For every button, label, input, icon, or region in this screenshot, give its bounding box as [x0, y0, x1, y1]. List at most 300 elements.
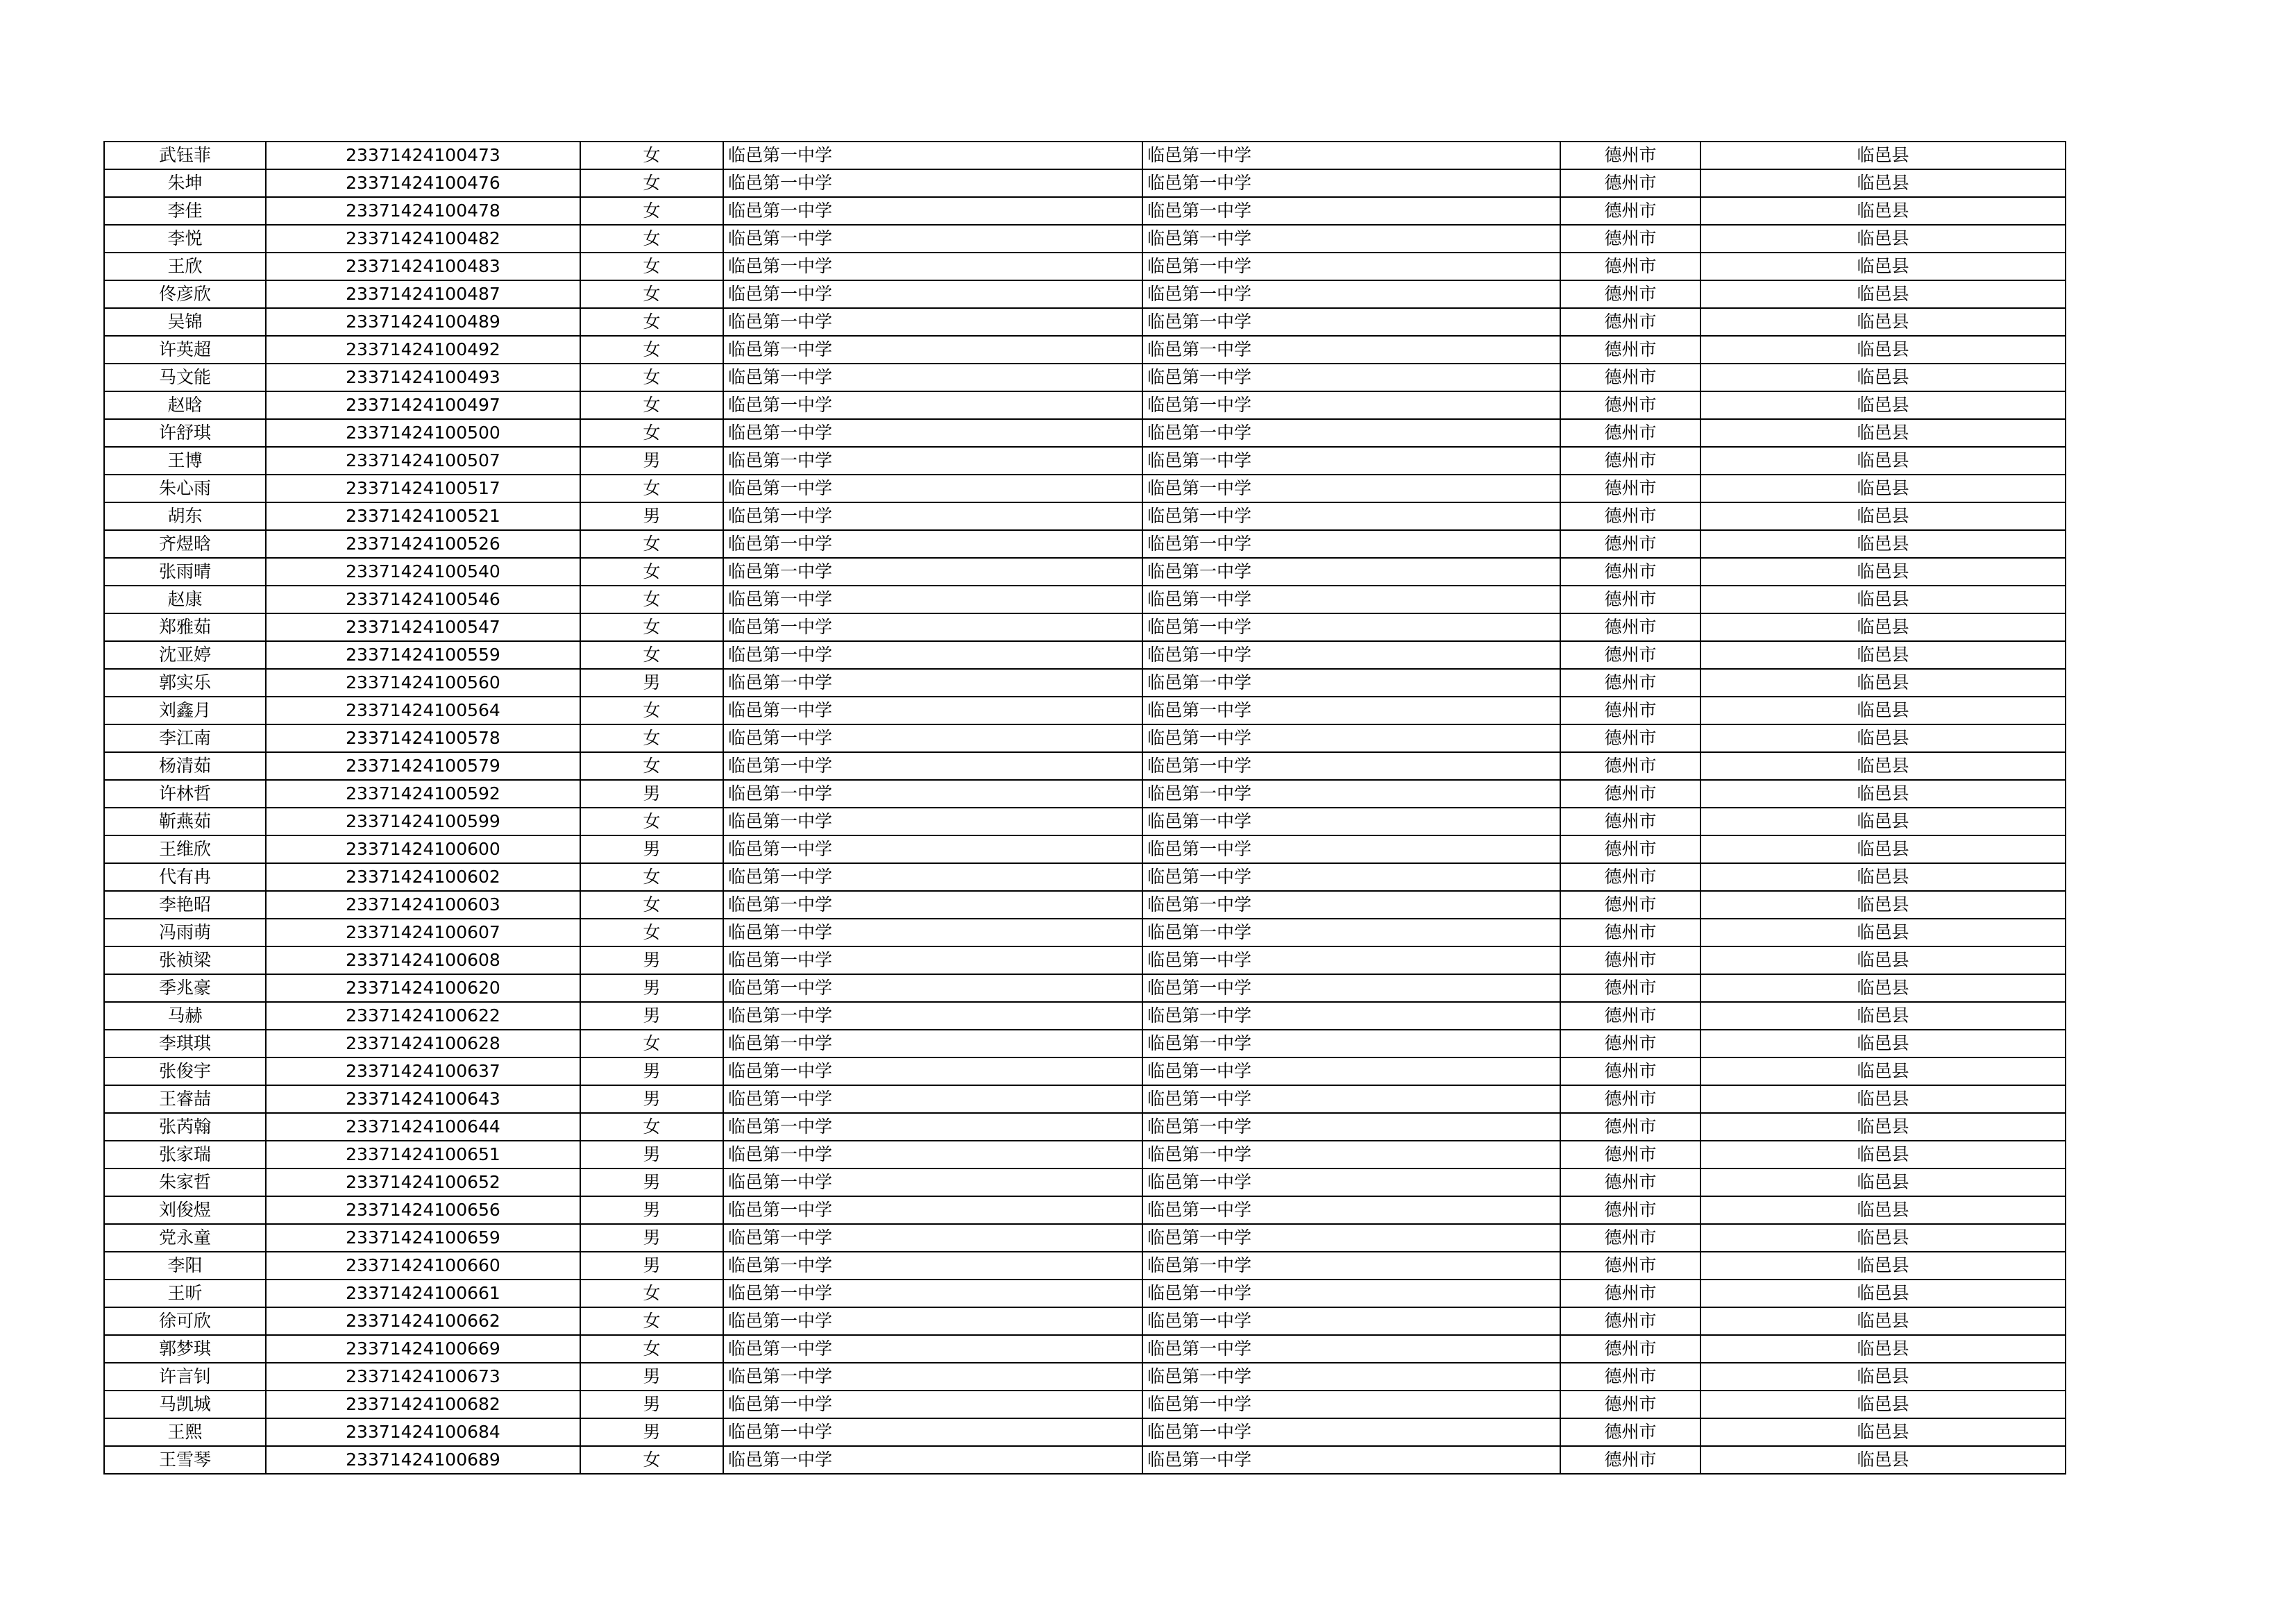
cell-county: 临邑县	[1700, 364, 2066, 391]
cell-city: 德州市	[1560, 1169, 1700, 1196]
cell-county: 临邑县	[1700, 1141, 2066, 1169]
cell-school: 临邑第一中学	[723, 946, 1142, 974]
cell-name: 王睿喆	[104, 1085, 266, 1113]
cell-city: 德州市	[1560, 1224, 1700, 1252]
cell-exam-id: 23371424100661	[266, 1280, 580, 1307]
cell-gender: 女	[580, 891, 723, 919]
cell-exam-id: 23371424100521	[266, 502, 580, 530]
table-row	[104, 502, 2066, 530]
cell-city: 德州市	[1560, 530, 1700, 558]
cell-gender: 女	[580, 253, 723, 280]
table-row	[104, 1307, 2066, 1335]
cell-school-graduated: 临邑第一中学	[1142, 391, 1560, 419]
cell-city: 德州市	[1560, 1113, 1700, 1141]
cell-name: 郭梦琪	[104, 1335, 266, 1363]
cell-school: 临邑第一中学	[723, 253, 1142, 280]
table-row	[104, 1169, 2066, 1196]
cell-exam-id: 23371424100659	[266, 1224, 580, 1252]
cell-name: 赵晗	[104, 391, 266, 419]
cell-name: 李阳	[104, 1252, 266, 1280]
cell-school: 临邑第一中学	[723, 1363, 1142, 1391]
table-row	[104, 419, 2066, 447]
cell-gender: 女	[580, 558, 723, 586]
cell-county: 临邑县	[1700, 530, 2066, 558]
table-body	[104, 142, 2066, 1474]
cell-city: 德州市	[1560, 1141, 1700, 1169]
cell-name: 王欣	[104, 253, 266, 280]
cell-school-graduated: 临邑第一中学	[1142, 1169, 1560, 1196]
cell-county: 临邑县	[1700, 1446, 2066, 1474]
cell-exam-id: 23371424100651	[266, 1141, 580, 1169]
cell-county: 临邑县	[1700, 308, 2066, 336]
cell-city: 德州市	[1560, 225, 1700, 253]
cell-city: 德州市	[1560, 974, 1700, 1002]
cell-name: 王雪琴	[104, 1446, 266, 1474]
cell-name: 季兆豪	[104, 974, 266, 1002]
cell-city: 德州市	[1560, 1335, 1700, 1363]
cell-city: 德州市	[1560, 1085, 1700, 1113]
cell-school-graduated: 临邑第一中学	[1142, 891, 1560, 919]
cell-county: 临邑县	[1700, 253, 2066, 280]
cell-gender: 女	[580, 391, 723, 419]
cell-city: 德州市	[1560, 1280, 1700, 1307]
cell-city: 德州市	[1560, 197, 1700, 225]
cell-school: 临邑第一中学	[723, 308, 1142, 336]
cell-city: 德州市	[1560, 1391, 1700, 1418]
cell-city: 德州市	[1560, 1002, 1700, 1030]
cell-gender: 男	[580, 974, 723, 1002]
student-roster-table	[103, 141, 2066, 1475]
cell-gender: 女	[580, 863, 723, 891]
cell-school: 临邑第一中学	[723, 169, 1142, 197]
cell-school-graduated: 临邑第一中学	[1142, 1113, 1560, 1141]
cell-school: 临邑第一中学	[723, 1169, 1142, 1196]
cell-exam-id: 23371424100483	[266, 253, 580, 280]
cell-gender: 男	[580, 835, 723, 863]
cell-name: 刘鑫月	[104, 697, 266, 724]
cell-school: 临邑第一中学	[723, 364, 1142, 391]
cell-gender: 男	[580, 1196, 723, 1224]
cell-city: 德州市	[1560, 169, 1700, 197]
cell-county: 临邑县	[1700, 502, 2066, 530]
cell-school: 临邑第一中学	[723, 1224, 1142, 1252]
cell-city: 德州市	[1560, 308, 1700, 336]
cell-exam-id: 23371424100656	[266, 1196, 580, 1224]
cell-name: 张俊宇	[104, 1057, 266, 1085]
cell-name: 马文能	[104, 364, 266, 391]
cell-school: 临邑第一中学	[723, 225, 1142, 253]
cell-exam-id: 23371424100547	[266, 613, 580, 641]
cell-exam-id: 23371424100526	[266, 530, 580, 558]
cell-exam-id: 23371424100600	[266, 835, 580, 863]
cell-name: 张芮翰	[104, 1113, 266, 1141]
cell-name: 朱心雨	[104, 475, 266, 502]
cell-name: 沈亚婷	[104, 641, 266, 669]
cell-school-graduated: 临邑第一中学	[1142, 863, 1560, 891]
cell-name: 李江南	[104, 724, 266, 752]
cell-county: 临邑县	[1700, 169, 2066, 197]
cell-city: 德州市	[1560, 835, 1700, 863]
cell-name: 张家瑞	[104, 1141, 266, 1169]
table-row	[104, 1030, 2066, 1057]
cell-gender: 女	[580, 697, 723, 724]
table-row	[104, 780, 2066, 808]
table-row	[104, 1252, 2066, 1280]
cell-city: 德州市	[1560, 613, 1700, 641]
cell-exam-id: 23371424100564	[266, 697, 580, 724]
cell-school: 临邑第一中学	[723, 1085, 1142, 1113]
cell-city: 德州市	[1560, 946, 1700, 974]
cell-county: 临邑县	[1700, 641, 2066, 669]
cell-exam-id: 23371424100684	[266, 1418, 580, 1446]
cell-county: 临邑县	[1700, 1113, 2066, 1141]
cell-exam-id: 23371424100493	[266, 364, 580, 391]
cell-name: 张雨晴	[104, 558, 266, 586]
cell-school-graduated: 临邑第一中学	[1142, 364, 1560, 391]
cell-city: 德州市	[1560, 1196, 1700, 1224]
cell-gender: 女	[580, 530, 723, 558]
cell-gender: 女	[580, 1307, 723, 1335]
cell-school: 临邑第一中学	[723, 197, 1142, 225]
cell-county: 临邑县	[1700, 391, 2066, 419]
cell-city: 德州市	[1560, 752, 1700, 780]
cell-school: 临邑第一中学	[723, 419, 1142, 447]
cell-gender: 女	[580, 724, 723, 752]
cell-city: 德州市	[1560, 586, 1700, 613]
cell-gender: 男	[580, 1252, 723, 1280]
cell-gender: 女	[580, 280, 723, 308]
cell-school: 临邑第一中学	[723, 808, 1142, 835]
cell-school: 临邑第一中学	[723, 447, 1142, 475]
cell-school-graduated: 临邑第一中学	[1142, 974, 1560, 1002]
cell-exam-id: 23371424100497	[266, 391, 580, 419]
cell-name: 刘俊煜	[104, 1196, 266, 1224]
cell-school-graduated: 临邑第一中学	[1142, 586, 1560, 613]
cell-gender: 女	[580, 641, 723, 669]
cell-gender: 女	[580, 364, 723, 391]
cell-school-graduated: 临邑第一中学	[1142, 530, 1560, 558]
cell-school-graduated: 临邑第一中学	[1142, 502, 1560, 530]
cell-county: 临邑县	[1700, 1280, 2066, 1307]
cell-school-graduated: 临邑第一中学	[1142, 919, 1560, 946]
cell-name: 赵康	[104, 586, 266, 613]
cell-school-graduated: 临邑第一中学	[1142, 419, 1560, 447]
cell-school-graduated: 临邑第一中学	[1142, 1335, 1560, 1363]
cell-school: 临邑第一中学	[723, 1196, 1142, 1224]
cell-exam-id: 23371424100476	[266, 169, 580, 197]
cell-gender: 女	[580, 1335, 723, 1363]
cell-gender: 男	[580, 1169, 723, 1196]
cell-gender: 女	[580, 586, 723, 613]
cell-name: 郑雅茹	[104, 613, 266, 641]
cell-school-graduated: 临邑第一中学	[1142, 835, 1560, 863]
cell-name: 吴锦	[104, 308, 266, 336]
cell-school: 临邑第一中学	[723, 752, 1142, 780]
cell-city: 德州市	[1560, 1363, 1700, 1391]
cell-name: 许林哲	[104, 780, 266, 808]
cell-county: 临邑县	[1700, 946, 2066, 974]
cell-exam-id: 23371424100682	[266, 1391, 580, 1418]
cell-exam-id: 23371424100603	[266, 891, 580, 919]
cell-name: 佟彦欣	[104, 280, 266, 308]
table-row	[104, 308, 2066, 336]
cell-school: 临邑第一中学	[723, 863, 1142, 891]
cell-gender: 男	[580, 1224, 723, 1252]
cell-exam-id: 23371424100620	[266, 974, 580, 1002]
cell-city: 德州市	[1560, 336, 1700, 364]
cell-school: 临邑第一中学	[723, 502, 1142, 530]
cell-county: 临邑县	[1700, 1002, 2066, 1030]
cell-school: 临邑第一中学	[723, 1141, 1142, 1169]
cell-school-graduated: 临邑第一中学	[1142, 946, 1560, 974]
cell-name: 朱家哲	[104, 1169, 266, 1196]
table-row	[104, 1196, 2066, 1224]
cell-county: 临邑县	[1700, 1335, 2066, 1363]
cell-city: 德州市	[1560, 1418, 1700, 1446]
cell-exam-id: 23371424100546	[266, 586, 580, 613]
cell-exam-id: 23371424100500	[266, 419, 580, 447]
cell-city: 德州市	[1560, 808, 1700, 835]
cell-exam-id: 23371424100637	[266, 1057, 580, 1085]
table-row	[104, 530, 2066, 558]
table-row	[104, 1085, 2066, 1113]
cell-city: 德州市	[1560, 1030, 1700, 1057]
cell-city: 德州市	[1560, 447, 1700, 475]
cell-county: 临邑县	[1700, 697, 2066, 724]
cell-name: 杨清茹	[104, 752, 266, 780]
cell-school: 临邑第一中学	[723, 1418, 1142, 1446]
cell-county: 临邑县	[1700, 197, 2066, 225]
cell-exam-id: 23371424100559	[266, 641, 580, 669]
cell-city: 德州市	[1560, 669, 1700, 697]
cell-gender: 女	[580, 1030, 723, 1057]
cell-gender: 女	[580, 197, 723, 225]
cell-city: 德州市	[1560, 1252, 1700, 1280]
table-row	[104, 752, 2066, 780]
cell-county: 临邑县	[1700, 919, 2066, 946]
cell-gender: 男	[580, 1002, 723, 1030]
cell-city: 德州市	[1560, 891, 1700, 919]
cell-city: 德州市	[1560, 641, 1700, 669]
cell-school-graduated: 临邑第一中学	[1142, 641, 1560, 669]
cell-county: 临邑县	[1700, 1057, 2066, 1085]
table-row	[104, 1113, 2066, 1141]
cell-city: 德州市	[1560, 475, 1700, 502]
cell-city: 德州市	[1560, 419, 1700, 447]
cell-exam-id: 23371424100517	[266, 475, 580, 502]
cell-name: 冯雨萌	[104, 919, 266, 946]
cell-school-graduated: 临邑第一中学	[1142, 613, 1560, 641]
cell-school: 临邑第一中学	[723, 891, 1142, 919]
cell-gender: 女	[580, 475, 723, 502]
cell-city: 德州市	[1560, 1446, 1700, 1474]
table-row	[104, 724, 2066, 752]
cell-name: 马凯城	[104, 1391, 266, 1418]
cell-exam-id: 23371424100478	[266, 197, 580, 225]
table-row	[104, 280, 2066, 308]
cell-school-graduated: 临邑第一中学	[1142, 697, 1560, 724]
cell-exam-id: 23371424100487	[266, 280, 580, 308]
cell-school: 临邑第一中学	[723, 336, 1142, 364]
cell-school: 临邑第一中学	[723, 530, 1142, 558]
cell-exam-id: 23371424100560	[266, 669, 580, 697]
cell-name: 李琪琪	[104, 1030, 266, 1057]
table-row	[104, 558, 2066, 586]
cell-county: 临邑县	[1700, 280, 2066, 308]
cell-school: 临邑第一中学	[723, 558, 1142, 586]
cell-school: 临邑第一中学	[723, 1391, 1142, 1418]
cell-county: 临邑县	[1700, 974, 2066, 1002]
cell-city: 德州市	[1560, 391, 1700, 419]
cell-name: 郭实乐	[104, 669, 266, 697]
table-row	[104, 253, 2066, 280]
cell-school-graduated: 临邑第一中学	[1142, 225, 1560, 253]
cell-name: 武钰菲	[104, 142, 266, 169]
cell-county: 临邑县	[1700, 780, 2066, 808]
table-row	[104, 475, 2066, 502]
cell-school-graduated: 临邑第一中学	[1142, 1307, 1560, 1335]
cell-gender: 女	[580, 613, 723, 641]
cell-school-graduated: 临邑第一中学	[1142, 1002, 1560, 1030]
table-row	[104, 1446, 2066, 1474]
table-row	[104, 142, 2066, 169]
cell-gender: 男	[580, 1057, 723, 1085]
cell-school-graduated: 临邑第一中学	[1142, 475, 1560, 502]
cell-name: 许英超	[104, 336, 266, 364]
cell-school-graduated: 临邑第一中学	[1142, 1280, 1560, 1307]
cell-school: 临邑第一中学	[723, 1446, 1142, 1474]
cell-school-graduated: 临邑第一中学	[1142, 308, 1560, 336]
cell-name: 张祯梁	[104, 946, 266, 974]
cell-school-graduated: 临邑第一中学	[1142, 1085, 1560, 1113]
cell-gender: 女	[580, 142, 723, 169]
table-row	[104, 1280, 2066, 1307]
cell-school-graduated: 临邑第一中学	[1142, 1363, 1560, 1391]
cell-county: 临邑县	[1700, 863, 2066, 891]
cell-school: 临邑第一中学	[723, 475, 1142, 502]
cell-school: 临邑第一中学	[723, 780, 1142, 808]
table-row	[104, 1363, 2066, 1391]
cell-exam-id: 23371424100673	[266, 1363, 580, 1391]
cell-city: 德州市	[1560, 780, 1700, 808]
cell-name: 党永童	[104, 1224, 266, 1252]
cell-county: 临邑县	[1700, 669, 2066, 697]
cell-school: 临邑第一中学	[723, 1057, 1142, 1085]
table-row	[104, 1335, 2066, 1363]
cell-county: 临邑县	[1700, 1196, 2066, 1224]
cell-county: 临邑县	[1700, 1224, 2066, 1252]
cell-county: 临邑县	[1700, 1085, 2066, 1113]
cell-exam-id: 23371424100607	[266, 919, 580, 946]
table-row	[104, 919, 2066, 946]
cell-exam-id: 23371424100669	[266, 1335, 580, 1363]
cell-school: 临邑第一中学	[723, 724, 1142, 752]
cell-exam-id: 23371424100599	[266, 808, 580, 835]
table-row	[104, 974, 2066, 1002]
cell-gender: 女	[580, 808, 723, 835]
cell-name: 胡东	[104, 502, 266, 530]
cell-gender: 男	[580, 1085, 723, 1113]
table-row	[104, 169, 2066, 197]
cell-exam-id: 23371424100622	[266, 1002, 580, 1030]
cell-school-graduated: 临邑第一中学	[1142, 780, 1560, 808]
cell-name: 许舒琪	[104, 419, 266, 447]
cell-city: 德州市	[1560, 280, 1700, 308]
cell-county: 临邑县	[1700, 752, 2066, 780]
cell-county: 临邑县	[1700, 475, 2066, 502]
cell-school: 临邑第一中学	[723, 142, 1142, 169]
cell-name: 靳燕茹	[104, 808, 266, 835]
cell-exam-id: 23371424100492	[266, 336, 580, 364]
cell-school-graduated: 临邑第一中学	[1142, 447, 1560, 475]
cell-school-graduated: 临邑第一中学	[1142, 280, 1560, 308]
cell-exam-id: 23371424100602	[266, 863, 580, 891]
cell-school-graduated: 临邑第一中学	[1142, 253, 1560, 280]
cell-name: 马赫	[104, 1002, 266, 1030]
table-row	[104, 863, 2066, 891]
cell-city: 德州市	[1560, 863, 1700, 891]
cell-exam-id: 23371424100660	[266, 1252, 580, 1280]
cell-county: 临邑县	[1700, 1030, 2066, 1057]
cell-county: 临邑县	[1700, 1363, 2066, 1391]
cell-county: 临邑县	[1700, 1418, 2066, 1446]
cell-school: 临邑第一中学	[723, 669, 1142, 697]
cell-name: 李佳	[104, 197, 266, 225]
cell-exam-id: 23371424100652	[266, 1169, 580, 1196]
cell-name: 朱坤	[104, 169, 266, 197]
cell-exam-id: 23371424100507	[266, 447, 580, 475]
cell-gender: 男	[580, 1391, 723, 1418]
cell-gender: 女	[580, 419, 723, 447]
cell-name: 李艳昭	[104, 891, 266, 919]
cell-gender: 女	[580, 225, 723, 253]
cell-school: 临邑第一中学	[723, 919, 1142, 946]
cell-city: 德州市	[1560, 1057, 1700, 1085]
cell-exam-id: 23371424100643	[266, 1085, 580, 1113]
cell-county: 临邑县	[1700, 558, 2066, 586]
cell-exam-id: 23371424100592	[266, 780, 580, 808]
cell-exam-id: 23371424100628	[266, 1030, 580, 1057]
cell-county: 临邑县	[1700, 724, 2066, 752]
cell-county: 临邑县	[1700, 613, 2066, 641]
cell-county: 临邑县	[1700, 586, 2066, 613]
cell-school-graduated: 临邑第一中学	[1142, 1196, 1560, 1224]
cell-gender: 男	[580, 1363, 723, 1391]
table-row	[104, 364, 2066, 391]
cell-school: 临邑第一中学	[723, 697, 1142, 724]
cell-gender: 男	[580, 447, 723, 475]
table-row	[104, 613, 2066, 641]
cell-exam-id: 23371424100662	[266, 1307, 580, 1335]
cell-school-graduated: 临邑第一中学	[1142, 1030, 1560, 1057]
cell-name: 代有冉	[104, 863, 266, 891]
cell-school-graduated: 临邑第一中学	[1142, 1057, 1560, 1085]
cell-school: 临邑第一中学	[723, 586, 1142, 613]
cell-school: 临邑第一中学	[723, 1335, 1142, 1363]
cell-school: 临邑第一中学	[723, 613, 1142, 641]
cell-name: 徐可欣	[104, 1307, 266, 1335]
cell-gender: 男	[580, 669, 723, 697]
cell-school: 临邑第一中学	[723, 1252, 1142, 1280]
cell-school-graduated: 临邑第一中学	[1142, 1391, 1560, 1418]
cell-name: 王熙	[104, 1418, 266, 1446]
cell-gender: 女	[580, 919, 723, 946]
cell-school: 临邑第一中学	[723, 1030, 1142, 1057]
cell-gender: 女	[580, 1113, 723, 1141]
table-row	[104, 891, 2066, 919]
table-row	[104, 669, 2066, 697]
cell-name: 李悦	[104, 225, 266, 253]
